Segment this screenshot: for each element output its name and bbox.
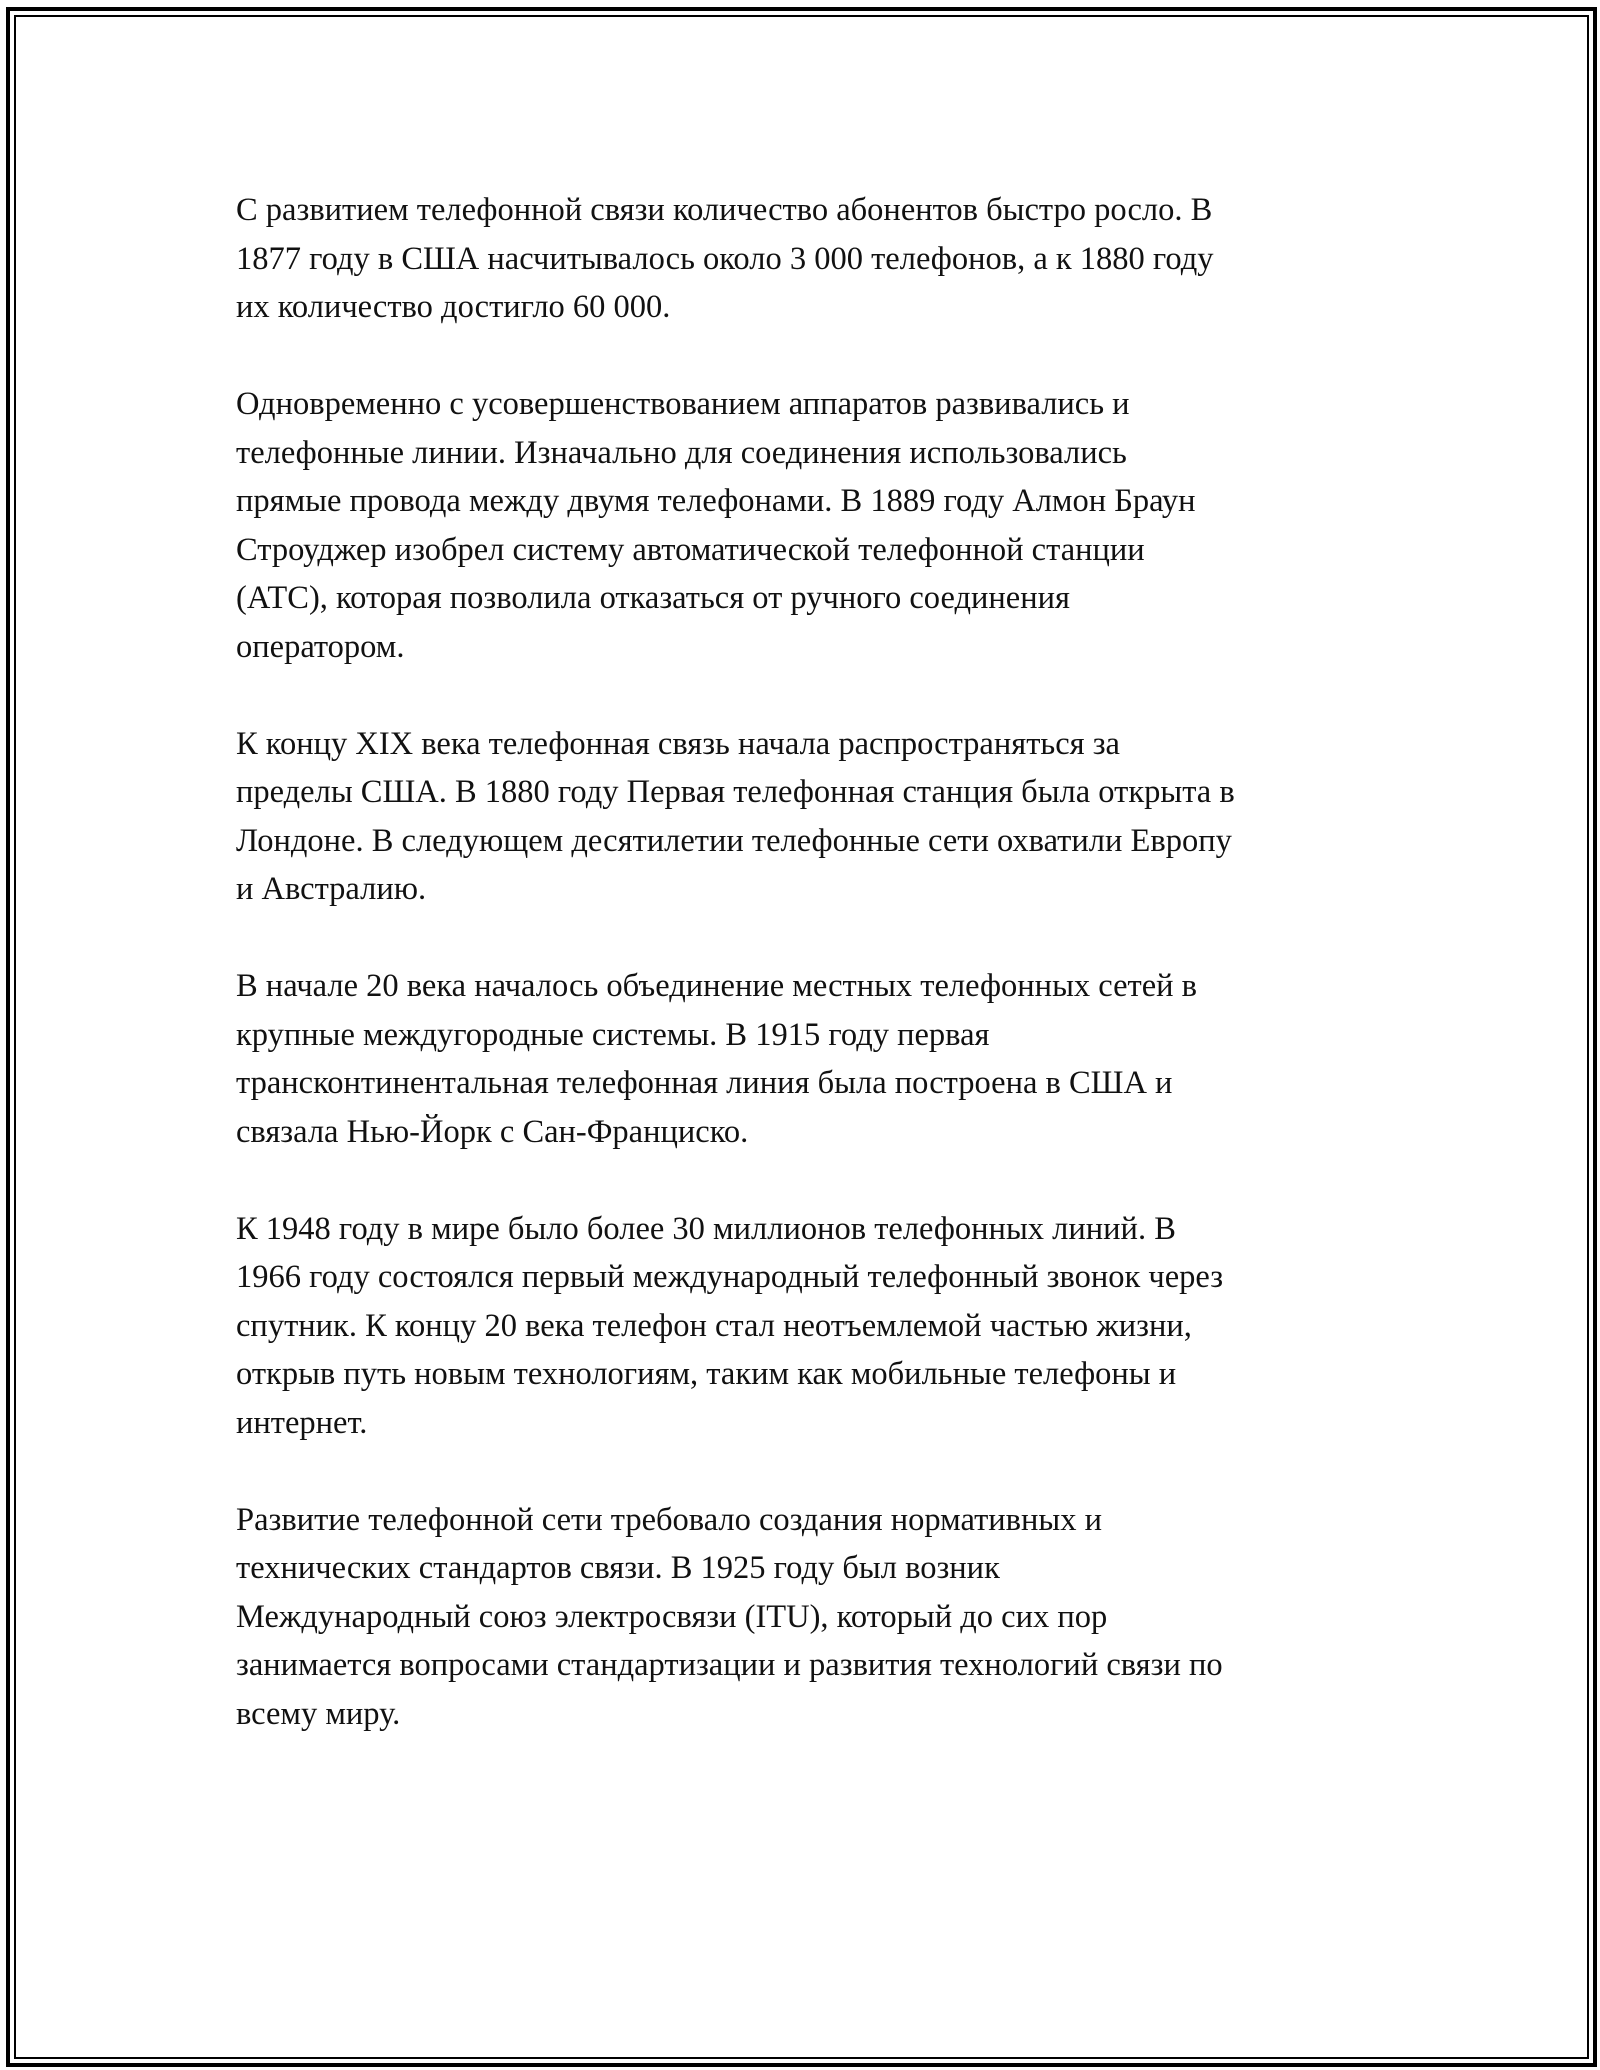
paragraph-subscriber-growth xyxy=(236,186,1376,332)
text-line: К концу XIX века телефонная связь начала распространяться за xyxy=(236,725,1120,762)
text-line: их количество достигло 60 000. xyxy=(236,289,671,325)
text-line: и Австралию. xyxy=(236,871,427,907)
document-body xyxy=(236,186,1376,1787)
text-line: технических стандартов связи. В 1925 году был возник xyxy=(236,1550,1000,1586)
text-line: Строуджер изобрел систему автоматической телефонной станции xyxy=(236,531,1145,568)
text-line: 1877 году в США насчитывалось около 3 000 телефонов, а к 1880 году xyxy=(236,240,1214,277)
text-line: прямые провода между двумя телефонами. В 1889 году Алмон Браун xyxy=(236,483,1196,519)
text-line: крупные междугородные системы. В 1915 году первая xyxy=(236,1016,990,1053)
text-line: оператором. xyxy=(236,628,405,665)
paragraph-international-spread xyxy=(236,720,1376,914)
text-line: связала Нью-Йорк с Сан-Франциско. xyxy=(236,1113,749,1150)
text-line: Международный союз электросвязи (ITU), который до сих пор xyxy=(236,1598,1108,1635)
text-line: (АТС), которая позволила отказаться от ручного соединения xyxy=(236,580,1070,616)
paragraph-telephone-lines xyxy=(236,380,1376,671)
text-line: спутник. К концу 20 века телефон стал неотъемлемой частью жизни, xyxy=(236,1307,1192,1344)
text-line: 1966 году состоялся первый международный телефонный звонок через xyxy=(236,1259,1224,1295)
text-line: К 1948 году в мире было более 30 миллионов телефонных линий. В xyxy=(236,1210,1176,1247)
paragraph-standards xyxy=(236,1496,1376,1739)
text-line: открыв путь новым технологиям, таким как мобильные телефоны и xyxy=(236,1356,1177,1392)
text-line: Одновременно с усовершенствованием аппаратов развивались и xyxy=(236,386,1130,422)
text-line: Лондоне. В следующем десятилетии телефонные сети охватили Европу xyxy=(236,822,1232,859)
paragraph-long-distance xyxy=(236,962,1376,1156)
text-line: Развитие телефонной сети требовало создания нормативных и xyxy=(236,1501,1103,1538)
text-line: С развитием телефонной связи количество абонентов быстро росло. В xyxy=(236,192,1213,228)
text-line: пределы США. В 1880 году Первая телефонная станция была открыта в xyxy=(236,774,1235,810)
text-line: занимается вопросами стандартизации и развития технологий связи по xyxy=(236,1647,1223,1683)
text-line: трансконтинентальная телефонная линия была построена в США и xyxy=(236,1065,1173,1101)
text-line: телефонные линии. Изначально для соединения использовались xyxy=(236,434,1127,471)
text-line: интернет. xyxy=(236,1404,368,1441)
paragraph-global-network xyxy=(236,1205,1376,1448)
text-line: В начале 20 века началось объединение местных телефонных сетей в xyxy=(236,968,1198,1004)
text-line: всему миру. xyxy=(236,1695,401,1732)
